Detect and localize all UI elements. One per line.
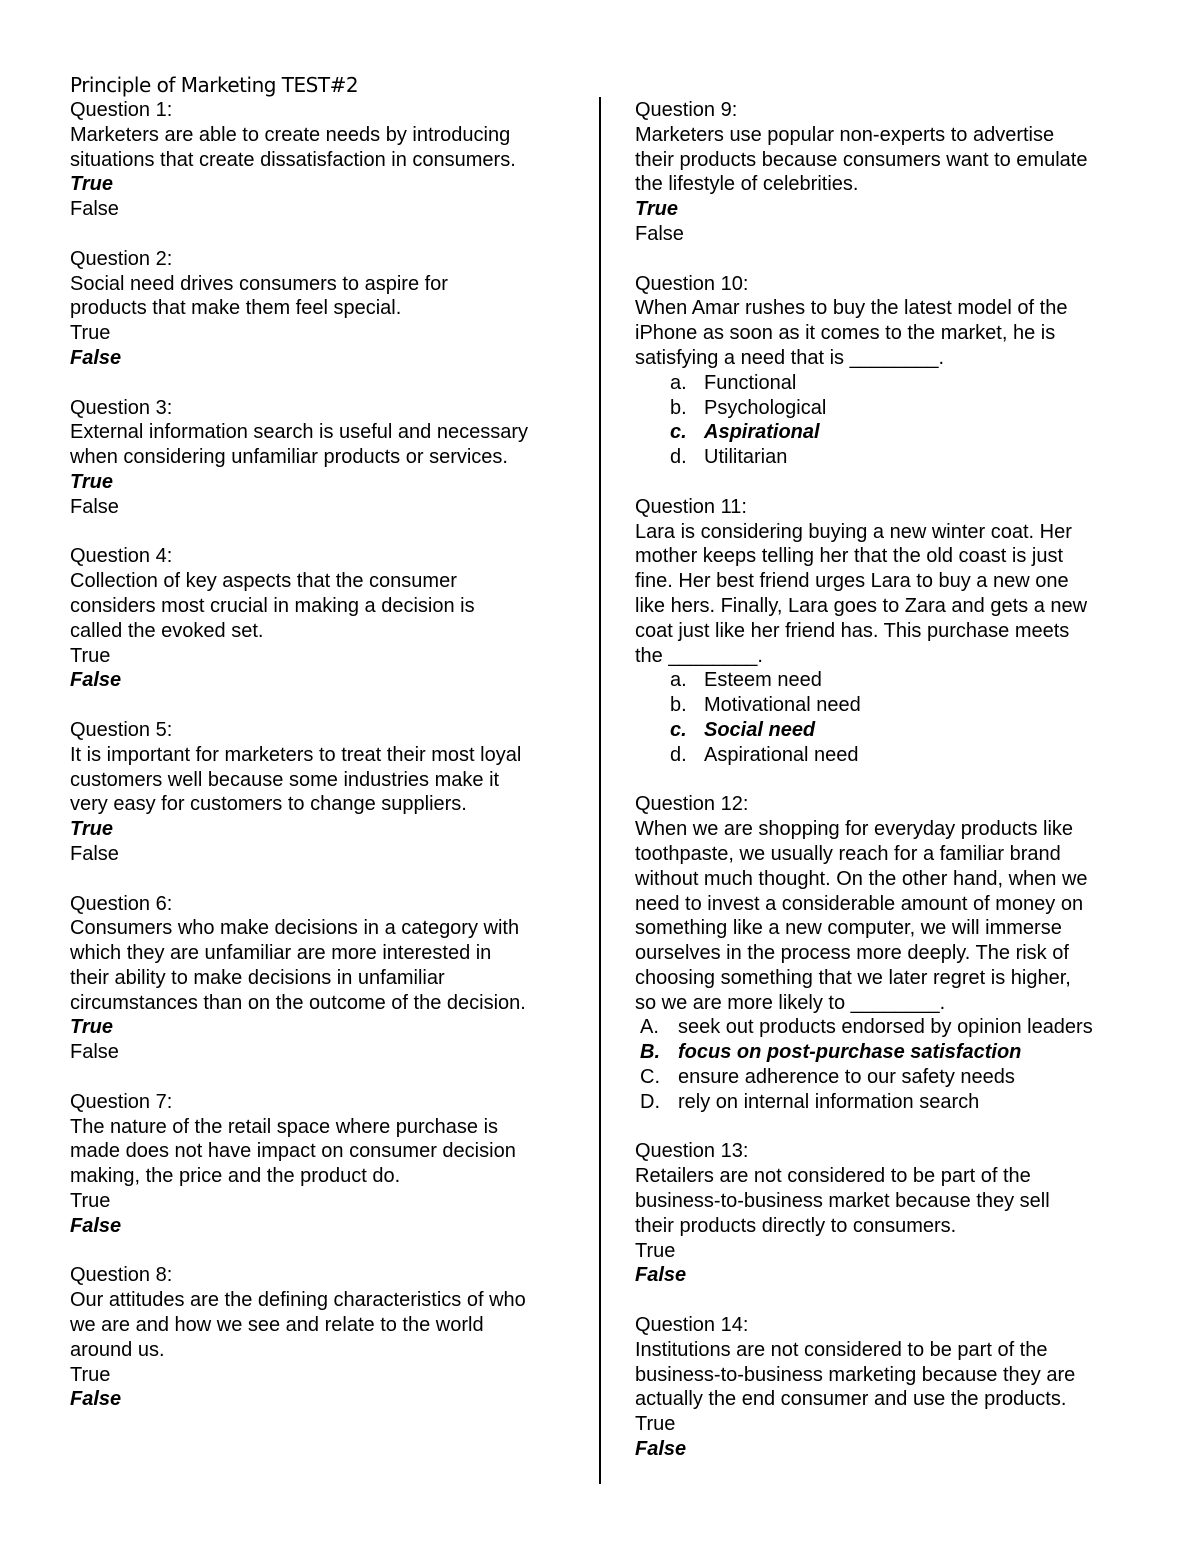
correct-answer: True <box>635 198 678 221</box>
question-text: Social need drives consumers to aspire for <box>70 272 448 295</box>
question-label: Question 2: <box>70 247 173 270</box>
question-text: When Amar rushes to buy the latest model of the <box>635 297 1068 320</box>
choice-letter: C. <box>640 1066 660 1089</box>
choice-letter: A. <box>640 1016 659 1039</box>
question-text: Lara is considering buying a new winter coat. Her <box>635 520 1072 543</box>
question-text: like hers. Finally, Lara goes to Zara and gets a new <box>635 594 1088 617</box>
question-text: Institutions are not considered to be part of the <box>635 1338 1048 1361</box>
question-label: Question 9: <box>635 99 738 121</box>
question-text: business-to-business marketing because they are <box>635 1363 1076 1386</box>
correct-answer: False <box>70 1388 122 1411</box>
question-text: the ________. <box>635 644 763 667</box>
question-text: business-to-business market because they sell <box>635 1190 1050 1213</box>
choice-text: Esteem need <box>704 669 822 692</box>
right-column <box>635 98 1155 1487</box>
question-text: ourselves in the process more deeply. The risk of <box>635 942 1069 965</box>
choice-letter: b. <box>670 396 687 419</box>
left-column <box>70 98 585 1437</box>
correct-answer: False <box>70 1214 122 1237</box>
choice-letter: a. <box>670 371 687 394</box>
question-text: when considering unfamiliar products or services. <box>70 446 508 469</box>
question-text: mother keeps telling her that the old coast is just <box>635 545 1064 568</box>
answer-option: False <box>635 222 684 245</box>
question-text: their ability to make decisions in unfamiliar <box>70 966 445 989</box>
question-text: which they are unfamiliar are more interested in <box>70 942 492 965</box>
question-label: Question 13: <box>635 1140 749 1163</box>
question-text: so we are more likely to ________. <box>635 991 946 1014</box>
question-text: Marketers are able to create needs by introducing <box>70 123 511 146</box>
choice-text: focus on post-purchase satisfaction <box>678 1041 1022 1064</box>
question-block <box>70 1090 585 1239</box>
question-text: External information search is useful and necessary <box>70 421 529 444</box>
choice-option <box>635 668 1155 693</box>
correct-answer: True <box>70 470 113 493</box>
choice-letter: d. <box>670 743 687 766</box>
question-label: Question 12: <box>635 793 749 816</box>
choice-option <box>635 371 1155 396</box>
choice-option <box>635 693 1155 718</box>
choice-text: ensure adherence to our safety needs <box>678 1066 1015 1089</box>
question-text: situations that create dissatisfaction in consumers. <box>70 148 516 171</box>
question-text: Collection of key aspects that the consumer <box>70 570 457 593</box>
question-block <box>635 272 1155 470</box>
question-text: their products directly to consumers. <box>635 1214 957 1237</box>
question-text: without much thought. On the other hand, when we <box>635 867 1088 890</box>
question-label: Question 7: <box>70 1090 173 1113</box>
correct-answer: True <box>70 173 113 196</box>
correct-answer: False <box>70 669 122 692</box>
correct-answer: True <box>70 818 113 841</box>
answer-option: False <box>70 1041 119 1064</box>
question-text: Consumers who make decisions in a category with <box>70 917 520 940</box>
question-block <box>70 98 585 222</box>
choice-text: Motivational need <box>704 694 861 717</box>
question-text: iPhone as soon as it comes to the market, he is <box>635 322 1056 345</box>
choice-text: rely on internal information search <box>678 1090 980 1113</box>
question-text: something like a new computer, we will immerse <box>635 917 1062 940</box>
choice-option <box>635 1090 1155 1115</box>
question-text: Retailers are not considered to be part of the <box>635 1165 1031 1188</box>
choice-letter: B. <box>640 1041 660 1064</box>
question-text: considers most crucial in making a decision is <box>70 594 475 617</box>
choice-letter: d. <box>670 446 687 469</box>
correct-answer: False <box>70 346 122 369</box>
question-text: called the evoked set. <box>70 619 264 642</box>
answer-option: True <box>70 1363 111 1386</box>
question-label: Question 10: <box>635 272 749 295</box>
question-text: actually the end consumer and use the products. <box>635 1388 1067 1411</box>
question-text: very easy for customers to change suppliers. <box>70 793 467 816</box>
question-text: Our attitudes are the defining characteristics of who <box>70 1289 526 1312</box>
question-label: Question 14: <box>635 1314 749 1337</box>
question-block <box>70 1263 585 1412</box>
answer-option: True <box>70 644 111 667</box>
choice-text: Psychological <box>704 396 827 419</box>
choice-option <box>635 1015 1155 1040</box>
question-text: When we are shopping for everyday products like <box>635 818 1074 841</box>
choice-letter: D. <box>640 1090 660 1113</box>
question-text: making, the price and the product do. <box>70 1165 401 1188</box>
question-label: Question 6: <box>70 892 173 915</box>
question-block <box>70 544 585 693</box>
choice-option <box>635 743 1155 768</box>
correct-choice <box>635 420 1155 445</box>
question-text: made does not have impact on consumer decision <box>70 1140 516 1163</box>
choice-text: Aspirational need <box>704 743 859 766</box>
answer-option: False <box>70 198 119 221</box>
page-title: Principle of Marketing TEST#2 <box>70 73 359 97</box>
correct-answer: True <box>70 1016 113 1039</box>
question-text: products that make them feel special. <box>70 297 402 320</box>
question-block <box>70 892 585 1066</box>
choice-text: Functional <box>704 371 797 394</box>
question-text: need to invest a considerable amount of money on <box>635 892 1084 915</box>
correct-answer: False <box>635 1264 687 1287</box>
choice-letter: c. <box>670 718 687 741</box>
question-block <box>70 718 585 867</box>
answer-option: False <box>70 495 119 518</box>
question-text: the lifestyle of celebrities. <box>635 173 859 196</box>
question-text: circumstances than on the outcome of the decision. <box>70 991 526 1014</box>
question-text: Marketers use popular non-experts to advertise <box>635 123 1055 146</box>
answer-option: True <box>635 1413 676 1436</box>
question-label: Question 5: <box>70 718 173 741</box>
choice-option <box>635 396 1155 421</box>
question-text: It is important for marketers to treat their most loyal <box>70 743 522 766</box>
question-text: fine. Her best friend urges Lara to buy a new one <box>635 570 1069 593</box>
question-text: satisfying a need that is ________. <box>635 346 945 369</box>
question-block <box>635 1313 1155 1462</box>
choice-text: Utilitarian <box>704 446 788 469</box>
question-block <box>635 1139 1155 1288</box>
answer-option: True <box>70 1190 111 1213</box>
question-block <box>70 396 585 520</box>
question-label: Question 1: <box>70 99 173 121</box>
choice-letter: c. <box>670 421 687 444</box>
question-text: The nature of the retail space where purchase is <box>70 1115 499 1138</box>
question-text: around us. <box>70 1338 165 1361</box>
question-text: coat just like her friend has. This purchase meets <box>635 619 1070 642</box>
choice-letter: b. <box>670 694 687 717</box>
question-label: Question 3: <box>70 396 173 419</box>
question-text: toothpaste, we usually reach for a familiar brand <box>635 842 1061 865</box>
question-block <box>70 247 585 371</box>
question-text: customers well because some industries make it <box>70 768 500 791</box>
question-text: their products because consumers want to emulate <box>635 148 1088 171</box>
correct-answer: False <box>635 1438 687 1461</box>
choice-text: Aspirational <box>704 421 820 444</box>
question-text: we are and how we see and relate to the world <box>70 1314 484 1337</box>
correct-choice <box>635 718 1155 743</box>
choice-text: Social need <box>704 718 816 741</box>
choice-option <box>635 1065 1155 1090</box>
question-block <box>635 98 1155 247</box>
choice-letter: a. <box>670 669 687 692</box>
question-block <box>635 495 1155 768</box>
answer-option: True <box>70 322 111 345</box>
choice-text: seek out products endorsed by opinion leaders <box>678 1016 1093 1039</box>
question-text: choosing something that we later regret is higher, <box>635 966 1071 989</box>
answer-option: True <box>635 1239 676 1262</box>
question-block <box>635 792 1155 1114</box>
column-divider <box>599 97 601 1484</box>
answer-option: False <box>70 842 119 865</box>
question-label: Question 4: <box>70 545 173 568</box>
question-label: Question 11: <box>635 495 747 518</box>
correct-choice <box>635 1040 1155 1065</box>
choice-option <box>635 445 1155 470</box>
question-label: Question 8: <box>70 1264 173 1287</box>
